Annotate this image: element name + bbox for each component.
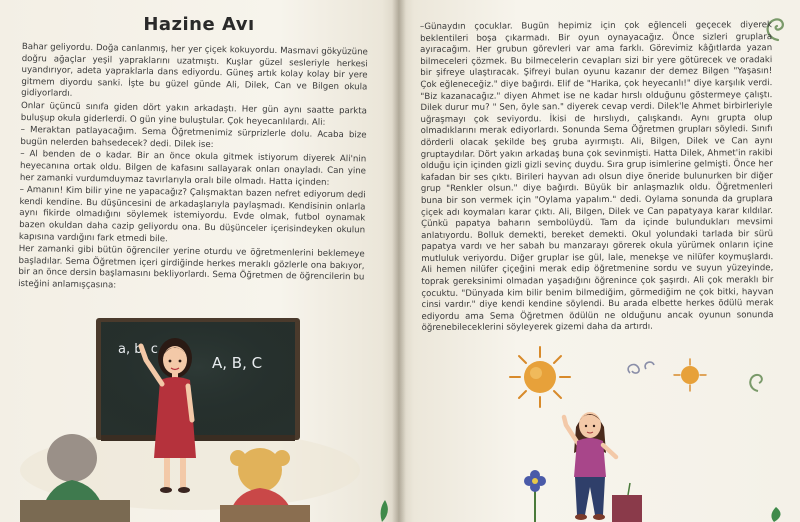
paragraph: Her zamanki gibi bütün öğrenciler yerine oturdu ve öğretmenlerini beklemeye başladılar. Sema Öğretmen içeri girdiğinde herkes meraklı gözlerle ona bakıyor, bir an önce dersin başlamasını bekliyorlardı. Sema Öğretmen de öğrencilerin bu isteğini anlamışçasına: [18, 244, 365, 291]
girl-with-sun-illustration [398, 345, 800, 522]
swirl-decoration [750, 375, 762, 391]
girl-figure [564, 412, 616, 520]
paragraph: – Al benden de o kadar. Bir an önce okula gitmek istiyorum diyerek Ali'nin heyecanına ortak oldu. Bilgen de kafasını sallayarak onları onayladı. Can yine her zamanki vurdumduymaz tavırlarıyla oralı bile olmadı. Hatta içinden: [19, 149, 367, 188]
sprout [628, 483, 630, 495]
chalkboard-uppercase: A, B, C [212, 354, 263, 372]
right-page-text [420, 20, 774, 336]
small-sun-icon [674, 359, 706, 391]
flower-icon [524, 470, 546, 522]
swirl-decoration [628, 362, 654, 373]
paragraph: –Günaydın çocuklar. Bugün hepimiz için çok eğlenceli geçecek diyerek beklentileri boşa çıkarmadı. Bir oyun oynayacağız. Önce sizleri gruplara ayıracağım. Her grubun görevleri var ama farklı. Görevimiz kâğıtlarda yazan bilmeceleri çözmek. Bu bilmecelerin cevapları sizi bir yere götürecek ve oradaki bir şifreye ulaştıracak. Şifreyi bulan oyunu kazanır der demez Bilgen "Yaşasın! Çok eğleneceğiz." diye bağırdı. Elif de "Harika, çok heyecanlı!" diye karşılık verdi. "Biz kazanacağız." diyen Ahmet ise ne kadar hırslı olduğunu göstermeye çalıştı. Dilek durur mu? " Sen, öyle san." diyerek cevap verdi. Dilek'le Ahmet birbirleriyle uğraşmayı çok seviyordu. İkisi de hırslıydı, çalışkandı. Aynı grupta olup olmadıklarını merak ediyorlardı. Sonunda Sema Öğretmen grupları söyledi. Sınıfı dörderli olacak şekilde beş gruba ayırmıştı. Ali, Bilgen, Dilek ve Can aynı gruptaydılar. Dört yakın arkadaş buna çok sevinmişti. Hatta Dilek, Ahmet'in rakibi olduğu için içinden gizli gizli sevinç duydu. Sıra grup isimlerine gelmişti. Önce her kafadan bir ses çıktı. Birileri hayvan adı olsun diye öneride bulunurken bir diğer grup "Renkler olsun." diye bağırdı. Büyük bir anlaşmazlık oldu. Öğretmenleri buna bir son vermek için "Oylama yapalım." dedi. Oylama sonunda da gruplara çiçek adı koymaları karar çıktı. Ali, Bilgen, Dilek ve Can papatyaya karar kıldılar. Çünkü papatya baharın sembolüydü. Tam da içinde bulundukları mevsimi anlatıyordu. Bolluk demekti, bereket demekti. Okul yolundaki tarlada bir sürü papatya vardı ve her sabah bu manzarayı görerek okula yürümek onların içine mutluluk veriyordu. Diğer gruplar ise gül, lale, menekşe ve nilüfer koymuşlardı. Ali hemen nilüfer çiçeğini merak edip öğretmenine sordu ve suyun yüzeyinde, toprak gereksinimi olmadan yaşadığını öğrenince çok şaşırdı. Ali çok meraklı bir çocuktu. "Dünyada kim bilir benim bilmediğim, görmediğim ne çok bitki, hayvan cinsi vardır." diye kendi kendine söylendi. Bu arada elbette herkes ödülü merak ediyordu ama Sema Öğretmen ödülün ne olduğunu ancak oyunun sonunda öğrenebileceklerini söyleyerek gizemi daha da artırdı. [420, 20, 774, 334]
paragraph: Onlar üçüncü sınıfa giden dört yakın arkadaştı. Her gün aynı saatte parkta buluşup okula giderlerdi. O gün yine buluştular. Çok heyecanlılardı. Ali: [20, 100, 368, 128]
paragraph: – Meraktan patlayacağım. Sema Öğretmenimiz sürprizlerle dolu. Acaba bize bugün nelerden bahsedecek? dedi. Dilek ise: [20, 125, 367, 150]
classroom-illustration [0, 300, 398, 522]
story-title: Hazine Avı [143, 14, 255, 35]
left-page-text [18, 42, 368, 297]
leaf-decoration [771, 507, 780, 522]
chalkboard-lowercase: a, b, c [118, 342, 158, 357]
paragraph: Bahar geliyordu. Doğa canlanmış, her yer çiçek kokuyordu. Masmavi gökyüzüne doğru ağaçlar yeşil yapraklarını uzatmıştı. Kuşlar güzel sesleriyle herkesi uyandırıyor, adeta yapraklarla dans ediyordu. Güneş artık kolay kolay bir yere gitmem diyordu sanki. İşte bu güzel günde Ali, Dilek, Can ve Bilgen okula gidiyorlardı. [21, 42, 368, 100]
box [612, 495, 642, 522]
left-page [0, 0, 398, 522]
chalkboard [96, 318, 300, 441]
sun-icon [510, 347, 570, 407]
paragraph: – Amanın! Kim bilir yine ne yapacağız? Çalışmaktan bazen nefret ediyorum dedi kendi kendine. Bu düşüncesini de arkadaşlarıyla paylaşmadı. Kendisinin onlarla aynı fikirde olmadığını söylemek istemiyordu. Evde olmak, futbol oynamak bazen okuldan daha cazip geliyordu ona. Bu düşünceler içerisindeyken okulun kapısına vardığını fark etmedi bile. [18, 185, 366, 244]
